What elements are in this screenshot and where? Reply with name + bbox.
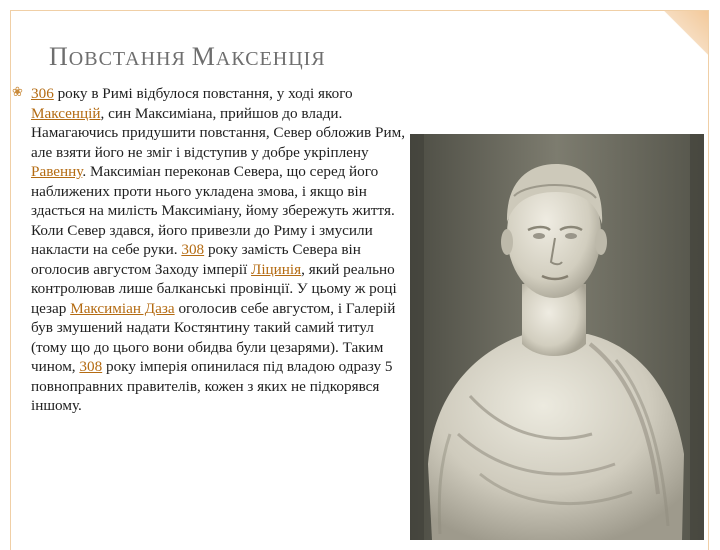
fleuron-bullet-icon: ❀ <box>12 85 23 100</box>
slide-title <box>49 42 326 72</box>
text-link[interactable]: Максенцій <box>31 104 101 122</box>
text-segment: року замість Севера він оголосив августом Заходу імперії <box>31 241 361 278</box>
title-rest-1: ОВСТАННЯ <box>68 48 192 70</box>
text-link[interactable]: Максиміан Даза <box>70 299 175 317</box>
text-link[interactable]: 308 <box>181 241 205 258</box>
corner-ornament <box>660 11 708 59</box>
text-segment: року в Римі відбулося повстання, у ході якого <box>53 85 353 102</box>
title-cap-1: П <box>49 42 69 71</box>
text-link[interactable]: Равенну <box>31 163 83 180</box>
text-segment: , син Максиміана, прийшов до влади. Намагаючись придушити повстання, Север обложив Рим, але взяти його не зміг і відступив у добре укріплену <box>31 104 405 161</box>
text-link[interactable]: 306 <box>31 85 54 102</box>
text-segment: року імперія опинилася під владою одразу 5 повноправних правителів, кожен з яких не підкорявся іншому. <box>31 358 393 414</box>
title-cap-2: М <box>191 42 216 71</box>
text-segment: оголосив себе августом, і Галерій був змушений надати Костянтину такий самий титул (тому що до цього вони обидва були цезарями). Таким чином, <box>31 299 396 375</box>
text-segment: , який реально контролював лише балканські провінції. У цьому ж році цезар <box>31 260 397 317</box>
bust-photo <box>410 134 704 540</box>
text-link[interactable]: Ліцинія <box>251 260 302 278</box>
title-rest-2: АКСЕНЦІЯ <box>215 48 326 70</box>
text-segment: . Максиміан переконав Севера, що серед його наближених проти нього укладена змова, і якщо він здасться на милість Максиміану, йому збережуть життя. Коли Север здався, його привезли до Риму і змусили накласти на себе руки. <box>31 163 395 258</box>
body-paragraph <box>31 84 405 416</box>
text-link[interactable]: 308 <box>79 358 103 375</box>
bust-image <box>410 134 704 540</box>
